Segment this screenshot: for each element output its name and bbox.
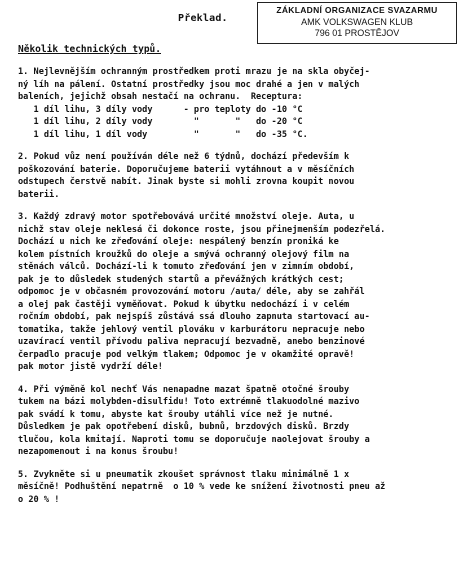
text-line: 1. Nejlevnějším ochranným prostředkem proti mrazu je na skla obyčej- bbox=[18, 67, 370, 77]
stamp-line-2: AMK VOLKSWAGEN KLUB bbox=[301, 17, 413, 27]
text-line: Dochází u nich ke zřeďování oleje: nespálený benzín proniká ke bbox=[18, 237, 339, 247]
stamp-line-3: 796 01 PROSTĚJOV bbox=[314, 28, 400, 38]
paragraph-4 bbox=[18, 384, 458, 459]
text-line: ročním období, pak nejspíš zůstává ssá dlouho zapnuta startovací au- bbox=[18, 312, 370, 322]
text-line: o 20 % ! bbox=[18, 494, 60, 505]
text-line: Důsledkem je pak opotřebení disků, bubnů, brzdových disků. Brzdy bbox=[18, 422, 350, 432]
text-line: kolem pístních kroužků do oleje a smývá ochranný olejový film na bbox=[18, 249, 350, 260]
recipe-line: 1 díl lihu, 3 díly vody - pro teploty do -10 °C bbox=[18, 104, 303, 115]
text-line: odstupech čerstvě nabít. Jinak byste si mohli zrovna koupit novou bbox=[18, 177, 355, 187]
paragraph-1 bbox=[18, 66, 458, 141]
organization-stamp bbox=[257, 2, 457, 44]
text-line: nichž stav oleje neklesá či dokonce roste, jsou přinejmenším podezřelá. bbox=[18, 224, 386, 235]
recipe-line: 1 díl lihu, 1 díl vody " " do -35 °C. bbox=[18, 129, 308, 140]
document-body bbox=[18, 66, 458, 516]
text-line: 5. Zvykněte si u pneumatik zkoušet správnost tlaku minimálně 1 x bbox=[18, 469, 350, 480]
text-line: odpomoc je v občasném provozování motoru /auta/ déle, aby se zahřál bbox=[18, 287, 365, 297]
text-line: 3. Každý zdravý motor spotřebovává určité množství oleje. Auta, u bbox=[18, 212, 355, 222]
text-line: ný líh na pálení. Ostatní prostředky jsou moc drahé a jen v malých bbox=[18, 79, 360, 90]
text-line: baleních, jejichž obsah nestačí na ochranu. Receptura: bbox=[18, 92, 303, 102]
paragraph-2 bbox=[18, 151, 458, 201]
text-line: baterii. bbox=[18, 189, 60, 200]
text-line: 2. Pokud vůz není používán déle než 6 týdnů, dochází především k bbox=[18, 152, 350, 162]
paragraph-3 bbox=[18, 211, 458, 374]
text-line: čerpadlo pracuje pod velkým tlakem; Odpomoc je v okamžité opravě! bbox=[18, 349, 355, 360]
text-line: pak svádí k tomu, abyste kat šrouby utáhli více než je nutné. bbox=[18, 409, 334, 420]
text-line: tukem na bázi molybden-disulfidu! Toto extrémně tlakuodolné mazivo bbox=[18, 397, 360, 407]
text-line: uzavírací ventil přívodu paliva nepracují bezvadně, anebo benzinové bbox=[18, 337, 365, 347]
text-line: tomatika, takže jehlový ventil plováku v karburátoru nepracuje nebo bbox=[18, 324, 365, 335]
text-line: měsíčně! Podhuštění nepatrně o 10 % vede ke snížení životnosti pneu až bbox=[18, 482, 386, 492]
text-line: pak motor jistě vydrží déle! bbox=[18, 362, 163, 372]
text-line: poškozování baterie. Doporučujeme baterii vytáhnout a v měsíčních bbox=[18, 164, 355, 175]
recipe-line: 1 díl lihu, 2 díly vody " " do -20 °C bbox=[18, 117, 303, 127]
section-heading: Několik technických typů. bbox=[18, 44, 161, 55]
text-line: tlučou, kola kmitají. Naproti tomu se doporučuje naolejovat šrouby a bbox=[18, 434, 370, 445]
page-title: Překlad. bbox=[178, 13, 228, 24]
text-line: a olej pak častěji vyměňovat. Pokud k úbytku nedochází i v celém bbox=[18, 299, 350, 310]
text-line: nezapomenout i na konus šroubu! bbox=[18, 447, 179, 457]
paragraph-5 bbox=[18, 469, 458, 507]
text-line: pak je to důsledek studených startů a převážných krátkých cest; bbox=[18, 274, 344, 285]
text-line: 4. Při výměně kol nechť Vás nenapadne mazat špatně otočné šrouby bbox=[18, 384, 350, 395]
stamp-line-1: ZÁKLADNÍ ORGANIZACE SVAZARMU bbox=[276, 5, 438, 15]
text-line: stěnách válců. Dochází-li k tomuto zřeďování jen v zimním období, bbox=[18, 262, 355, 272]
